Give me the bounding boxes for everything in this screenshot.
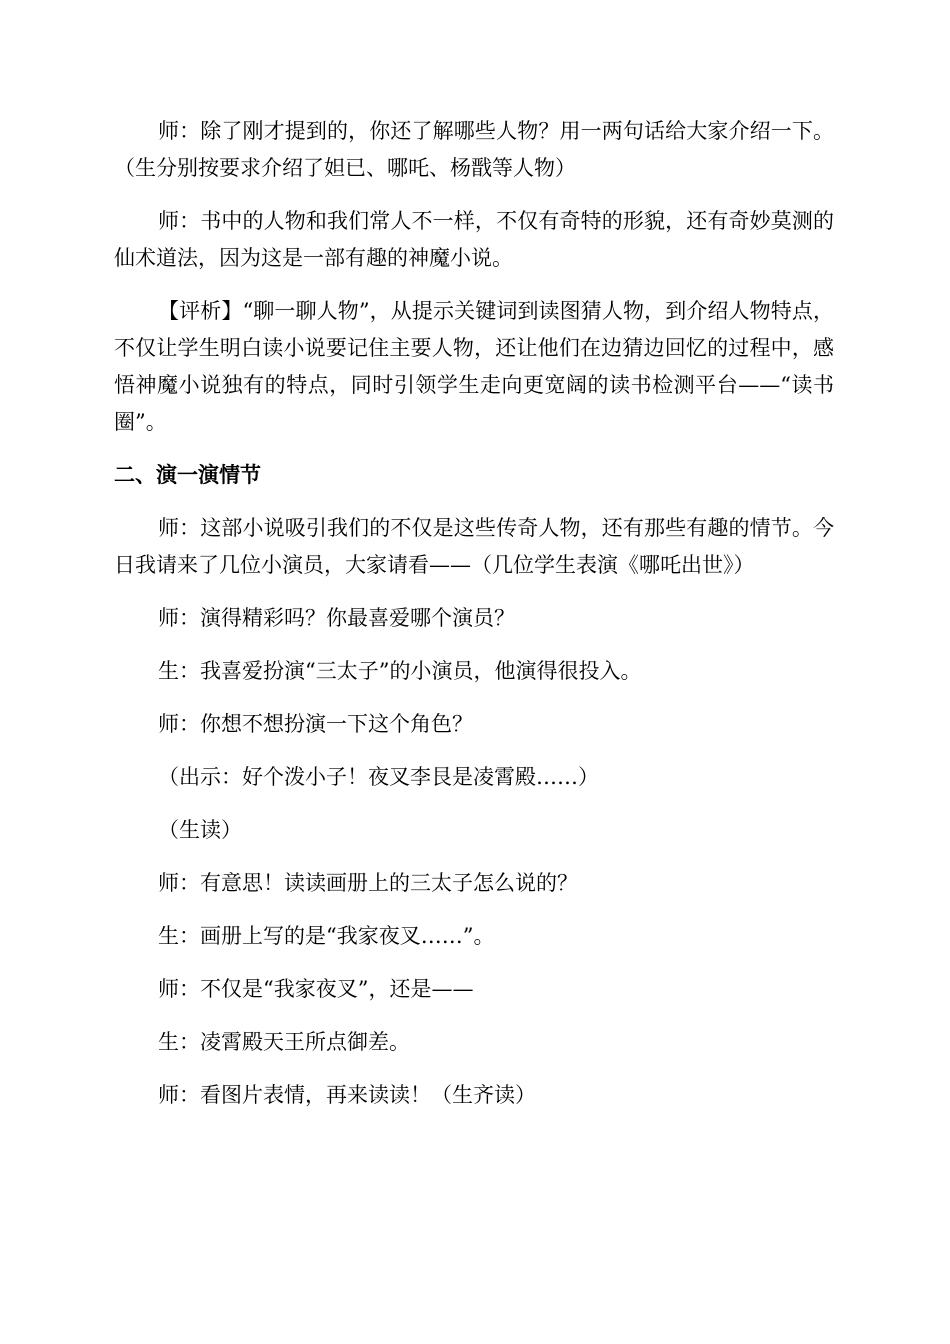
document-body bbox=[114, 113, 834, 1130]
section-heading: 二、演一演情节 bbox=[114, 463, 261, 487]
paragraph: （出示：好个泼小子！夜叉李艮是凌霄殿……） bbox=[158, 765, 599, 789]
paragraph: 师：看图片表情，再来读读！（生齐读） bbox=[158, 1083, 536, 1107]
paragraph: （生读） bbox=[158, 818, 242, 842]
paragraph: 师：不仅是“我家夜叉”，还是—— bbox=[158, 977, 474, 1001]
paragraph: 师：有意思！读读画册上的三太子怎么说的？ bbox=[158, 871, 578, 895]
paragraph: 师：演得精彩吗？你最喜爱哪个演员？ bbox=[158, 606, 515, 630]
paragraph: 生：画册上写的是“我家夜叉……”。 bbox=[158, 924, 495, 948]
commentary-paragraph: 【评析】“聊一聊人物”，从提示关键词到读图猜人物，到介绍人物特点，不仅让学生明白读小说要记住主要人物，还让他们在边猜边回忆的过程中，感悟神魔小说独有的特点，同时引领学生走向更宽阔的读书检测平台——“读书圈”。 bbox=[114, 299, 834, 434]
paragraph: 师：除了刚才提到的，你还了解哪些人物？用一两句话给大家介绍一下。（生分别按要求介绍了妲已、哪吒、杨戬等人物） bbox=[114, 119, 834, 180]
paragraph: 师：你想不想扮演一下这个角色？ bbox=[158, 712, 473, 736]
paragraph: 师：书中的人物和我们常人不一样，不仅有奇特的形貌，还有奇妙莫测的仙术道法，因为这是一部有趣的神魔小说。 bbox=[114, 209, 834, 270]
paragraph: 生：我喜爱扮演“三太子”的小演员，他演得很投入。 bbox=[158, 659, 642, 683]
paragraph: 师：这部小说吸引我们的不仅是这些传奇人物，还有那些有趣的情节。今日我请来了几位小演员，大家请看——（几位学生表演《哪吒出世》） bbox=[114, 516, 834, 577]
paragraph: 生：凌霄殿天王所点御差。 bbox=[158, 1030, 410, 1054]
